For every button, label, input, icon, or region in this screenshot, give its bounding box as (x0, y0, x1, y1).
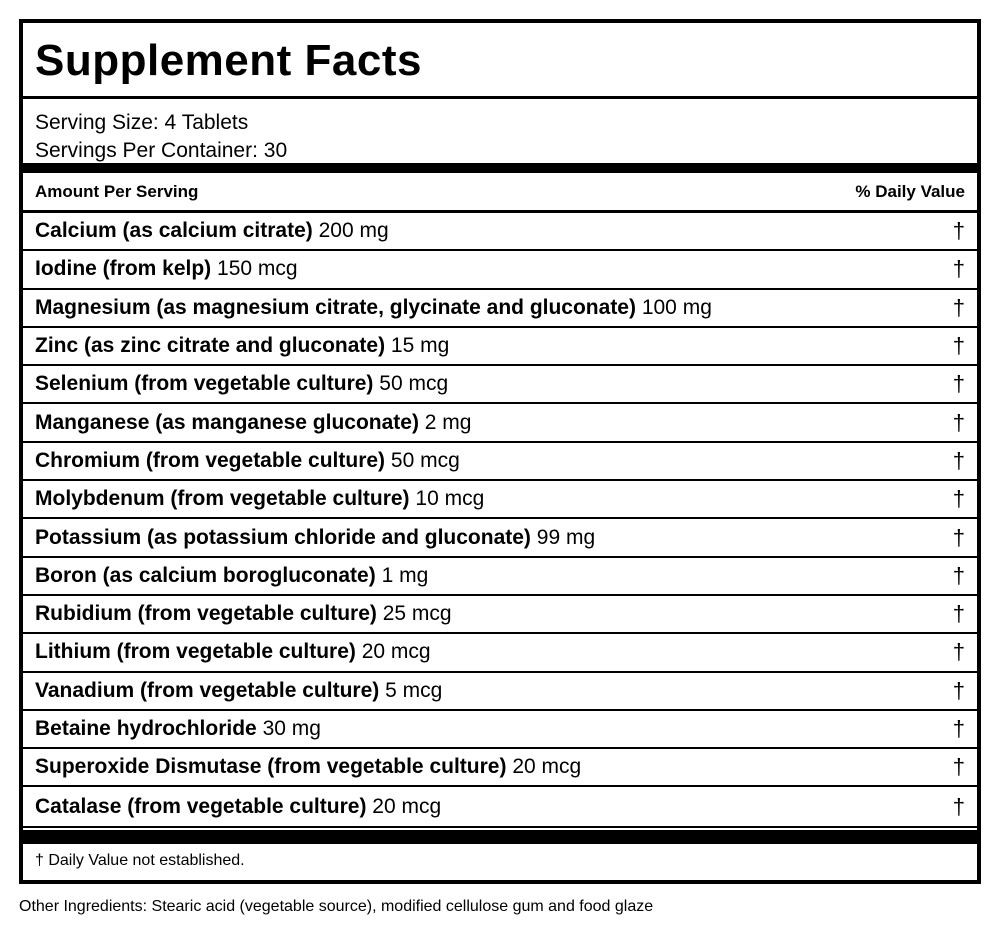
nutrient-row (23, 596, 977, 634)
footnote: † Daily Value not established. (35, 851, 245, 869)
nutrient-row (23, 711, 977, 749)
daily-value-dagger: † (952, 793, 965, 819)
daily-value-dagger: † (952, 524, 965, 550)
nutrient-name: Superoxide Dismutase (from vegetable culture) (35, 755, 507, 779)
nutrient-amount: 20 mcg (372, 794, 442, 818)
nutrient-amount: 50 mcg (390, 448, 460, 472)
nutrient-name: Betaine hydrochloride (35, 717, 257, 740)
daily-value-dagger: † (952, 601, 965, 627)
nutrient-name: Vanadium (from vegetable culture) (35, 678, 380, 702)
daily-value-dagger: † (952, 486, 965, 512)
nutrient-entry (35, 640, 431, 664)
nutrient-row (23, 366, 977, 404)
nutrient-row (23, 251, 977, 289)
nutrient-amount: 10 mcg (415, 487, 485, 511)
daily-value-dagger: † (952, 716, 965, 741)
nutrient-entry (35, 602, 452, 626)
nutrient-name: Selenium (from vegetable culture) (35, 372, 374, 396)
nutrient-row (23, 558, 977, 596)
nutrient-entry (35, 755, 581, 779)
panel-title: Supplement Facts (23, 23, 977, 99)
nutrient-name: Boron (as calcium borogluconate) (35, 563, 376, 587)
servings-per-container: Servings Per Container: 30 (35, 139, 288, 162)
daily-value-dagger: † (952, 562, 965, 588)
daily-value-dagger: † (952, 409, 965, 435)
nutrient-amount: 20 mcg (361, 640, 431, 664)
nutrient-amount: 2 mg (424, 410, 472, 434)
nutrient-entry (35, 717, 321, 741)
nutrient-row (23, 213, 977, 251)
nutrient-name: Calcium (as calcium citrate) (35, 219, 313, 243)
nutrient-amount: 200 mg (318, 219, 389, 243)
daily-value-dagger: † (952, 639, 965, 665)
nutrient-amount: 5 mcg (385, 678, 443, 702)
nutrient-entry (35, 372, 448, 396)
daily-value-dagger: † (952, 677, 965, 703)
nutrient-name: Magnesium (as magnesium citrate, glycinate and gluconate) (35, 295, 636, 319)
nutrient-entry (35, 257, 298, 281)
nutrient-amount: 25 mcg (382, 602, 452, 626)
nutrient-amount: 1 mg (381, 563, 429, 587)
nutrient-entry (35, 795, 441, 819)
daily-value-label: % Daily Value (855, 181, 965, 201)
nutrient-row (23, 673, 977, 711)
daily-value-dagger: † (952, 371, 965, 397)
nutrient-entry (35, 564, 428, 588)
nutrient-row (23, 634, 977, 672)
nutrient-row (23, 404, 977, 442)
nutrient-row (23, 328, 977, 366)
nutrient-list (23, 213, 977, 828)
nutrient-name: Catalase (from vegetable culture) (35, 794, 367, 818)
supplement-facts-panel (19, 19, 981, 884)
nutrient-row (23, 481, 977, 519)
daily-value-dagger: † (952, 256, 965, 282)
nutrient-entry (35, 411, 471, 435)
nutrient-name: Potassium (as potassium chloride and gluconate) (35, 525, 531, 549)
serving-info (23, 99, 977, 173)
nutrient-name: Chromium (from vegetable culture) (35, 448, 386, 472)
daily-value-dagger: † (952, 754, 965, 780)
nutrient-amount: 99 mg (536, 525, 596, 549)
nutrient-amount: 50 mcg (379, 372, 449, 396)
daily-value-dagger: † (952, 333, 965, 359)
nutrient-entry (35, 526, 595, 550)
amount-per-serving-label: Amount Per Serving (35, 181, 199, 201)
nutrient-entry (35, 449, 460, 473)
column-header (23, 173, 977, 213)
nutrient-entry (35, 487, 484, 511)
nutrient-row (23, 290, 977, 328)
nutrient-row (23, 787, 977, 825)
daily-value-dagger: † (952, 218, 965, 244)
nutrient-amount: 20 mcg (512, 755, 582, 779)
nutrient-name: Lithium (from vegetable culture) (35, 640, 356, 664)
daily-value-dagger: † (952, 447, 965, 473)
nutrient-row (23, 519, 977, 557)
nutrient-name: Iodine (from kelp) (35, 257, 212, 281)
nutrient-entry (35, 219, 389, 243)
nutrient-name: Molybdenum (from vegetable culture) (35, 487, 410, 511)
serving-size: Serving Size: 4 Tablets (35, 111, 249, 134)
other-ingredients: Other Ingredients: Stearic acid (vegetable source), modified cellulose gum and food glaze (19, 898, 654, 915)
nutrient-row (23, 443, 977, 481)
daily-value-dagger: † (952, 294, 965, 320)
nutrient-amount: 30 mg (262, 717, 321, 740)
nutrient-name: Manganese (as manganese gluconate) (35, 410, 419, 434)
nutrient-amount: 150 mcg (217, 257, 298, 281)
nutrient-row (23, 749, 977, 787)
nutrient-amount: 100 mg (641, 295, 712, 319)
nutrient-name: Rubidium (from vegetable culture) (35, 602, 377, 626)
nutrient-entry (35, 679, 442, 703)
nutrient-entry (35, 334, 449, 358)
nutrient-amount: 15 mg (390, 334, 450, 358)
thick-divider (23, 830, 977, 844)
nutrient-name: Zinc (as zinc citrate and gluconate) (35, 334, 386, 358)
nutrient-entry (35, 296, 712, 320)
